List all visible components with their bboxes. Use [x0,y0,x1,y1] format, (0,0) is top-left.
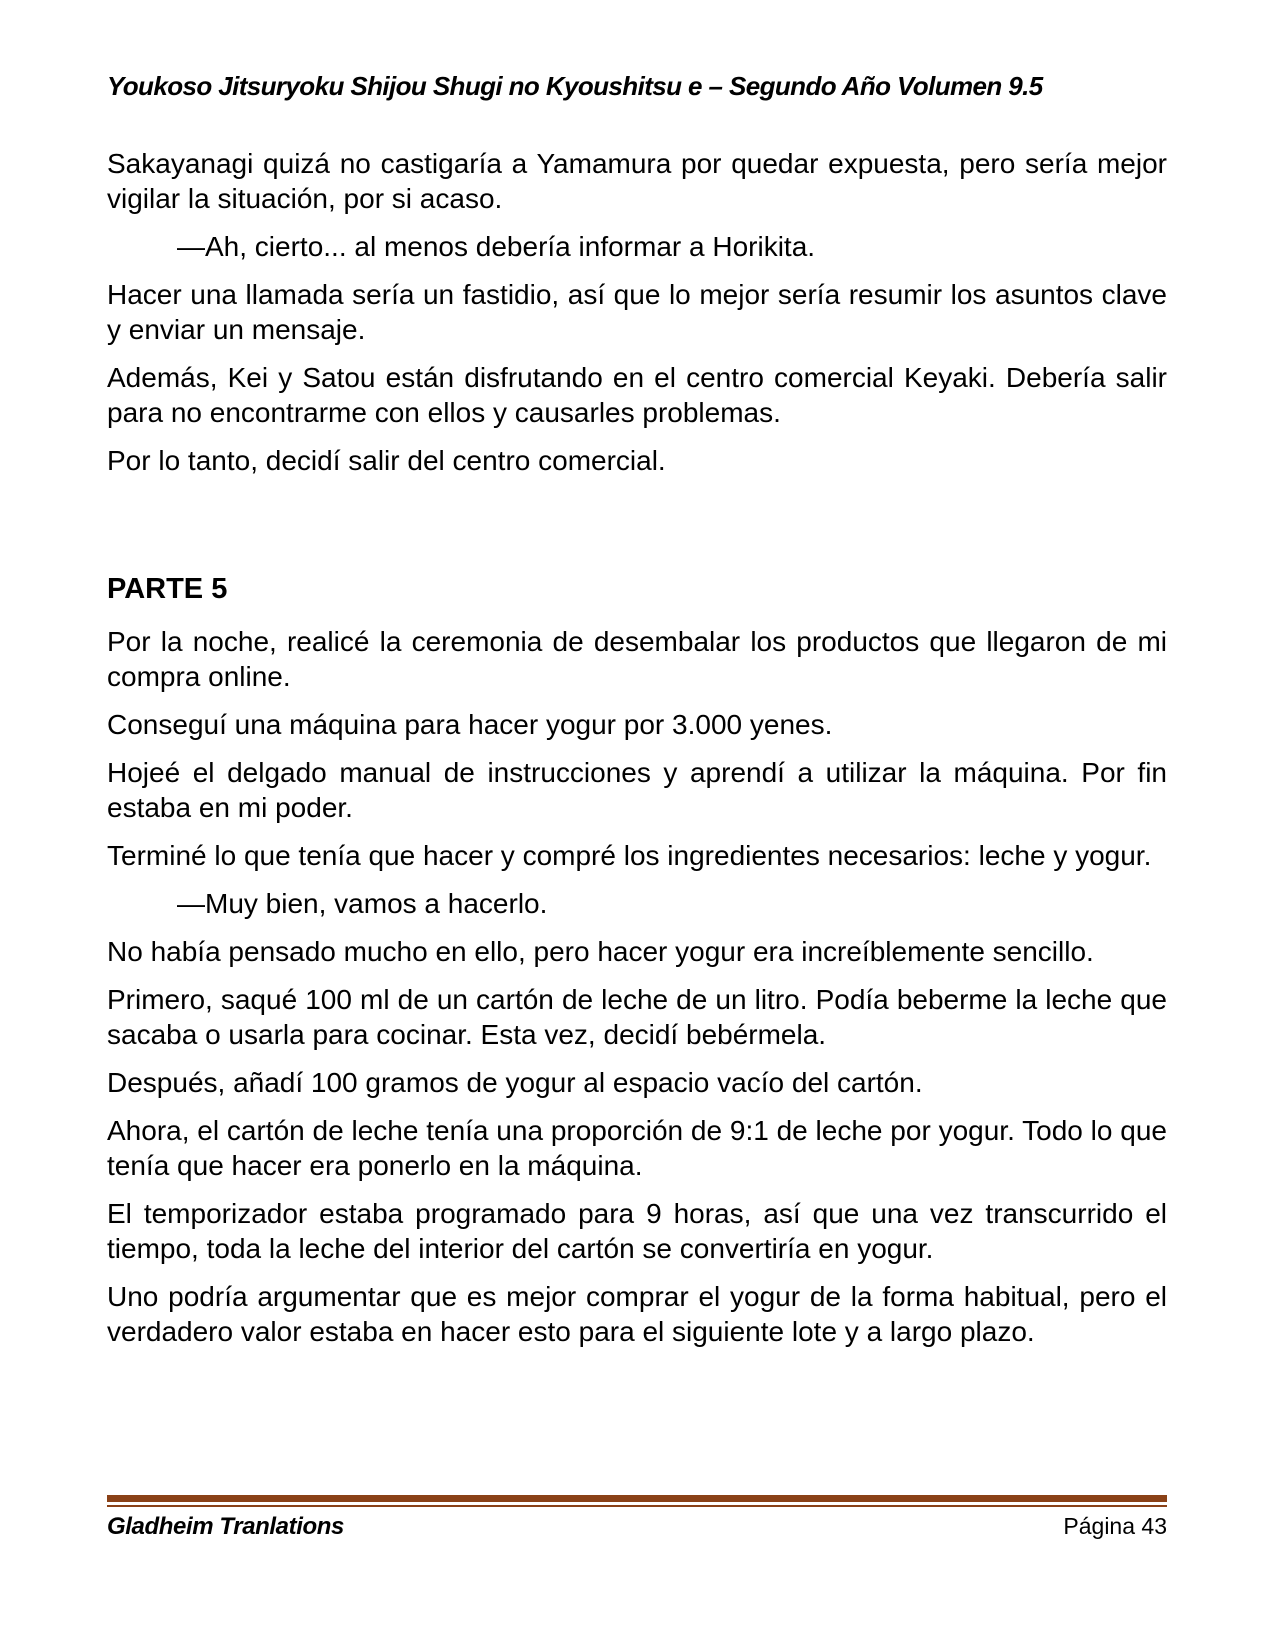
paragraph: Hojeé el delgado manual de instrucciones y aprendí a utilizar la máquina. Por fin estaba en mi poder. [107,757,1167,823]
translator-credit: Gladheim Tranlations [107,1513,344,1540]
paragraph: Conseguí una máquina para hacer yogur por 3.000 yenes. [107,709,833,740]
page-number [1063,1513,1167,1540]
paragraph: Terminé lo que tenía que hacer y compré los ingredientes necesarios: leche y yogur. [107,840,1152,871]
paragraph: Además, Kei y Satou están disfrutando en el centro comercial Keyaki. Debería salir para no encontrarme con ellos y causarles problemas. [107,362,1167,428]
paragraph: El temporizador estaba programado para 9 horas, así que una vez transcurrido el tiempo, toda la leche del interior del cartón se convertiría en yogur. [107,1198,1167,1264]
paragraph: Ahora, el cartón de leche tenía una proporción de 9:1 de leche por yogur. Todo lo que tenía que hacer era ponerlo en la máquina. [107,1115,1167,1181]
paragraph: Primero, saqué 100 ml de un cartón de leche de un litro. Podía beberme la leche que sacaba o usarla para cocinar. Esta vez, decidí bebérmela. [107,984,1167,1050]
paragraph: Hacer una llamada sería un fastidio, así que lo mejor sería resumir los asuntos clave y enviar un mensaje. [107,279,1167,345]
paragraph: Por lo tanto, decidí salir del centro comercial. [107,445,666,476]
page-header [107,70,1167,102]
paragraph: Sakayanagi quizá no castigaría a Yamamura por quedar expuesta, pero sería mejor vigilar la situación, por si acaso. [107,148,1167,214]
page-footer [107,1495,1167,1541]
dialogue-paragraph: —Muy bien, vamos a hacerlo. [177,888,548,919]
paragraph: Uno podría argumentar que es mejor comprar el yogur de la forma habitual, pero el verdadero valor estaba en hacer esto para el siguiente lote y a largo plazo. [107,1281,1167,1347]
paragraph: No había pensado mucho en ello, pero hacer yogur era increíblemente sencillo. [107,936,1094,967]
section-heading: PARTE 5 [107,573,228,605]
header-title: Youkoso Jitsuryoku Shijou Shugi no Kyoushitsu e – Segundo Año Volumen 9.5 [107,71,1043,101]
page-content [107,70,1167,1362]
footer-divider-rule [107,1495,1167,1507]
dialogue-paragraph: —Ah, cierto... al menos debería informar a Horikita. [177,231,816,262]
footer-row [107,1513,1167,1541]
page-number-value: 43 [1141,1513,1167,1539]
page-number-label: Página [1063,1513,1136,1539]
page-body [107,146,1167,1349]
paragraph: Después, añadí 100 gramos de yogur al espacio vacío del cartón. [107,1067,923,1098]
paragraph: Por la noche, realicé la ceremonia de desembalar los productos que llegaron de mi compra online. [107,626,1167,692]
